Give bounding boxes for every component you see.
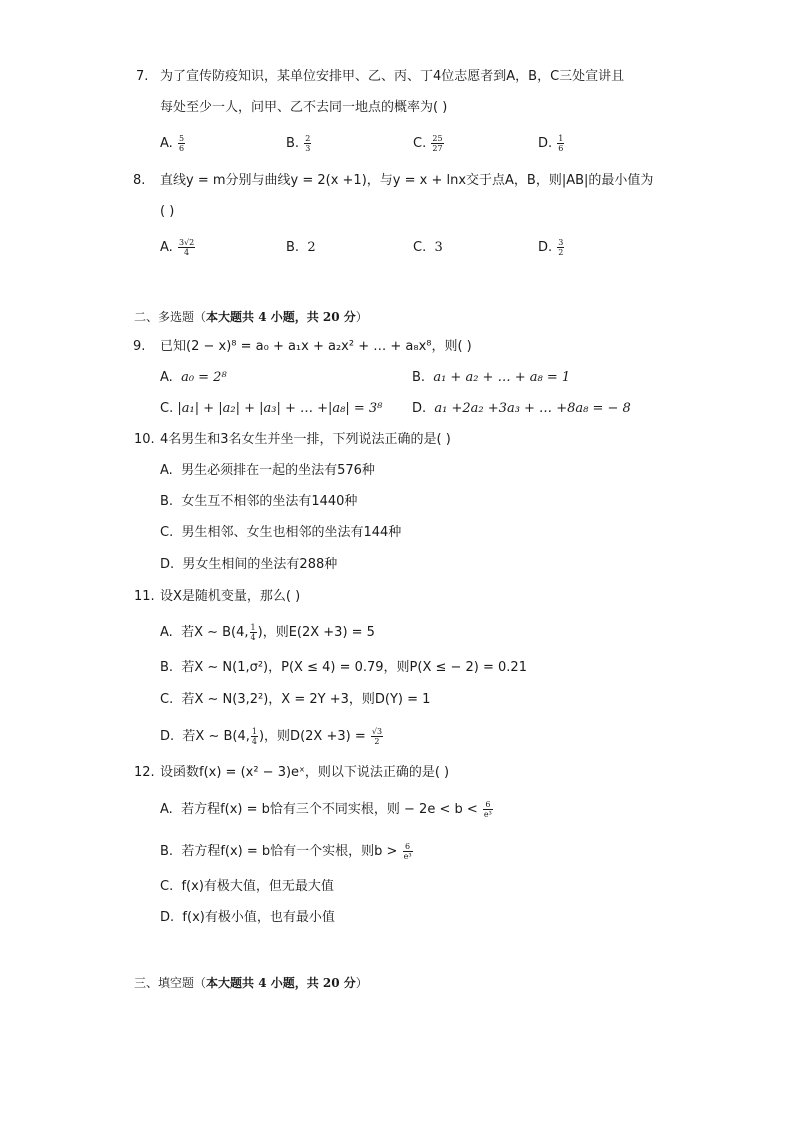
q12-text: 设函数f(x) = (x² − 3)eˣ，则以下说法正确的是( )	[160, 765, 450, 780]
q8-text-line2: ( )	[160, 204, 175, 219]
q7-option-d: D. $\frac{1}{6}$	[538, 134, 564, 153]
q12-option-d: D. f(x)有极小值，也有最小值	[160, 910, 335, 925]
q11-option-b: B. 若X ∼ N(1,σ²)，P(X ≤ 4) = 0.79，则P(X ≤ − 2) = 0.21	[160, 660, 527, 675]
q11-option-c: C. 若X ∼ N(3,2²)，X = 2Y +3，则D(Y) = 1	[160, 692, 431, 707]
q11-option-a: A. 若X ∼ B(4, $\frac{1}{4}$ )，则E(2X +3) = 5	[160, 623, 375, 642]
q10-option-a: A. 男生必须排在一起的坐法有576种	[160, 463, 375, 478]
q10-number: 10.	[134, 432, 155, 447]
q9-option-b: B. a₁ + a₂ + … + a₈ = 1	[412, 370, 571, 385]
section-2-header: 二、多选题（本大题共 4 小题，共 20 分）	[134, 310, 368, 324]
q12-option-c: C. f(x)有极大值，但无最大值	[160, 879, 334, 894]
q10-option-b: B. 女生互不相邻的坐法有1440种	[160, 494, 358, 509]
q9-option-a: A. a₀ = 2⁸	[160, 370, 227, 385]
q12-option-a: A. 若方程f(x) = b恰有三个不同实根，则 − 2e < b < $\frac{6}{\text{e³}}$	[160, 800, 492, 819]
q8-text-line1: 直线y = m分别与曲线y = 2(x +1)，与y = x + lnx交于点A，B，则|AB|的最小值为	[160, 173, 654, 188]
q8-option-d: D. $\frac{3}{2}$	[538, 238, 564, 257]
q12-number: 12.	[134, 765, 155, 780]
q7-option-c: C. $\frac{25}{27}$	[413, 134, 443, 153]
q9-number: 9.	[133, 339, 146, 354]
q7-option-a: A. $\frac{5}{6}$	[160, 134, 185, 153]
q7-option-b: B. $\frac{2}{3}$	[286, 134, 311, 153]
q8-option-c: C. 3	[413, 240, 443, 255]
q11-number: 11.	[134, 589, 155, 604]
q10-option-d: D. 男女生相间的坐法有288种	[160, 557, 338, 572]
q7-text-line2: 每处至少一人，问甲、乙不去同一地点的概率为( )	[160, 100, 448, 115]
q9-text: 已知(2 − x)⁸ = a₀ + a₁x + a₂x² + … + a₈x⁸，则( )	[160, 339, 472, 354]
section-3-header: 三、填空题（本大题共 4 小题，共 20 分）	[134, 976, 368, 990]
q9-option-d: D. a₁ +2a₂ +3a₃ + … +8a₈ = − 8	[412, 401, 631, 416]
q8-number: 8.	[133, 173, 146, 188]
q8-option-b: B. 2	[286, 240, 316, 255]
q10-option-c: C. 男生相邻、女生也相邻的坐法有144种	[160, 525, 402, 540]
q9-option-c: C. |a₁| + |a₂| + |a₃| + … +|a₈| = 3⁸	[160, 401, 383, 416]
q12-option-b: B. 若方程f(x) = b恰有一个实根，则b > $\frac{6}{\text{e³}}$	[160, 842, 412, 861]
q11-option-d: D. 若X ∼ B(4, $\frac{1}{4}$ )，则D(2X +3) = $\frac{√3}{2}$	[160, 727, 383, 746]
q10-text: 4名男生和3名女生并坐一排，下列说法正确的是( )	[160, 432, 451, 447]
q7-number: 7.	[136, 69, 149, 84]
q8-option-a: A. $\frac{3√2}{4}$	[160, 238, 195, 257]
q11-text: 设X是随机变量，那么( )	[160, 589, 301, 604]
q7-text-line1: 为了宣传防疫知识，某单位安排甲、乙、丙、丁4位志愿者到A，B，C三处宣讲且	[160, 69, 625, 84]
